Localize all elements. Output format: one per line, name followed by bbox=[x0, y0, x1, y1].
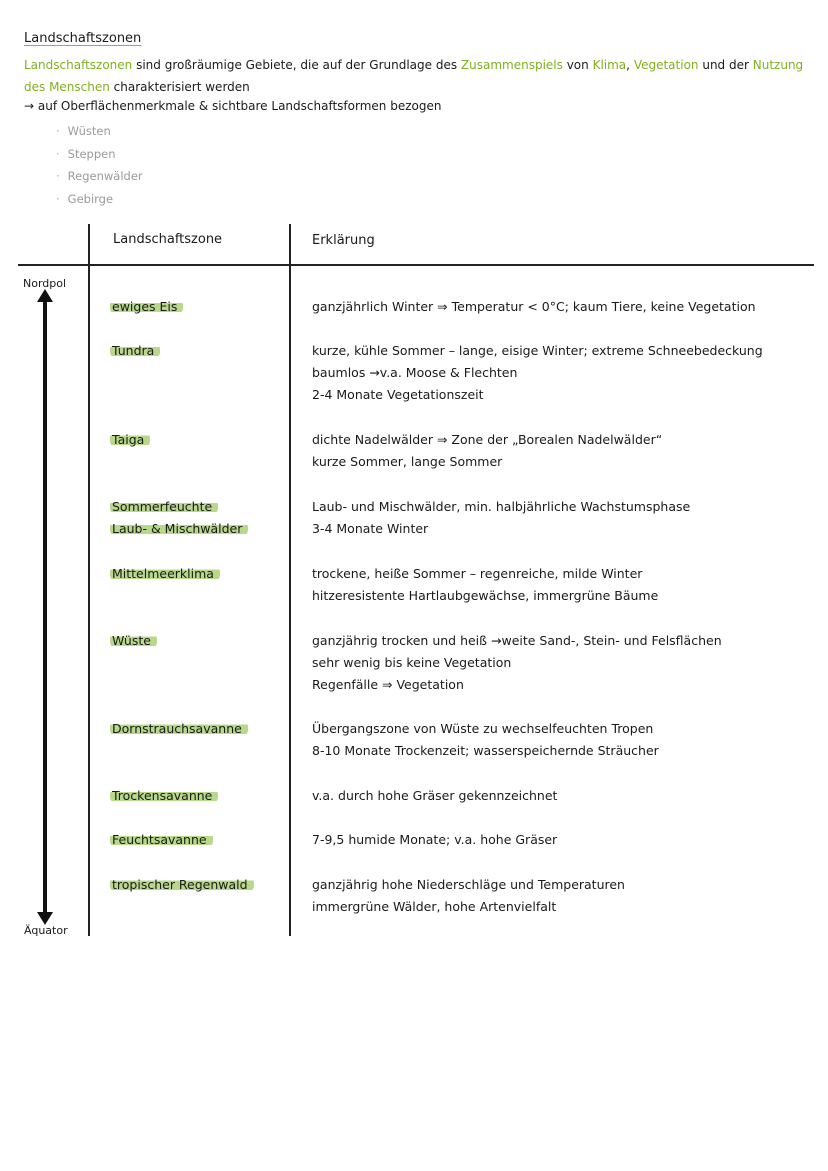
keyword-landschaftszonen: Landschaftszonen bbox=[24, 58, 133, 72]
intro-text-1: sind großräumige Gebiete, die auf der Grundlage des bbox=[132, 58, 461, 72]
label-nordpol: Nordpol bbox=[23, 277, 67, 290]
intro-text-4: und der bbox=[698, 58, 753, 72]
zone-explanation: 7-9,5 humide Monate; v.a. hohe Gräser bbox=[312, 832, 558, 847]
page-title: Landschaftszonen bbox=[24, 31, 142, 46]
arrow-note: → auf Oberflächenmerkmale & sichtbare Landschaftsformen bezogen bbox=[24, 99, 442, 113]
zone-label: Taiga bbox=[110, 429, 150, 451]
zone-explanation: dichte Nadelwälder ⇒ Zone der „Borealen Nadelwälder“ kurze Sommer, lange Sommer bbox=[312, 432, 663, 469]
zone-label: Trockensavanne bbox=[110, 785, 218, 807]
zone-label: Wüste bbox=[110, 630, 157, 652]
example-item: · Wüsten bbox=[56, 120, 143, 143]
zone-explanation: Übergangszone von Wüste zu wechselfeuchten Tropen 8-10 Monate Trockenzeit; wasserspeichernde Sträucher bbox=[312, 721, 659, 758]
table-header-rule bbox=[18, 264, 814, 266]
zone-explanation: ganzjährig trocken und heiß →weite Sand-, Stein- und Felsflächen sehr wenig bis keine Vegetation Regenfälle ⇒ Vegetation bbox=[312, 633, 722, 692]
intro-paragraph bbox=[24, 54, 824, 98]
intro-text-5: charakterisiert werden bbox=[109, 80, 250, 94]
zone-label: Dornstrauchsavanne bbox=[110, 718, 248, 740]
zone-explanation: kurze, kühle Sommer – lange, eisige Winter; extreme Schneebedeckung baumlos →v.a. Moose & Flechten 2-4 Monate Vegetationszeit bbox=[312, 343, 763, 402]
keyword-vegetation: Vegetation bbox=[633, 58, 699, 72]
zone-label: ewiges Eis bbox=[110, 296, 183, 318]
table-divider-left bbox=[88, 224, 90, 936]
label-aequator: Äquator bbox=[24, 924, 68, 937]
header-landschaftszone: Landschaftszone bbox=[113, 232, 223, 247]
keyword-nutzung: Nutzung des Menschen bbox=[24, 58, 804, 94]
zone-explanation: ganzjährlich Winter ⇒ Temperatur < 0°C; kaum Tiere, keine Vegetation bbox=[312, 299, 756, 314]
latitude-axis bbox=[43, 300, 47, 912]
zone-label: Feuchtsavanne bbox=[110, 829, 213, 851]
zone-explanation: trockene, heiße Sommer – regenreiche, milde Winter hitzeresistente Hartlaubgewächse, immergrüne Bäume bbox=[312, 566, 659, 603]
example-list bbox=[56, 120, 143, 210]
keyword-zusammenspiels: Zusammenspiels bbox=[460, 58, 563, 72]
example-item: · Gebirge bbox=[56, 188, 143, 211]
zone-label: Tundra bbox=[110, 340, 160, 362]
zone-explanation: v.a. durch hohe Gräser gekennzeichnet bbox=[312, 788, 558, 803]
zone-label: Mittelmeerklima bbox=[110, 563, 220, 585]
header-erklaerung: Erklärung bbox=[312, 233, 375, 248]
example-item: · Steppen bbox=[56, 143, 143, 166]
zone-label: Sommerfeuchte Laub- & Mischwälder bbox=[110, 496, 248, 540]
zone-explanation: ganzjährig hohe Niederschläge und Temperaturen immergrüne Wälder, hohe Artenvielfalt bbox=[312, 877, 625, 914]
intro-text-3: , bbox=[626, 58, 634, 72]
zone-label: tropischer Regenwald bbox=[110, 874, 254, 896]
zone-explanation: Laub- und Mischwälder, min. halbjährliche Wachstumsphase 3-4 Monate Winter bbox=[312, 499, 691, 536]
table-divider-middle bbox=[289, 224, 291, 936]
intro-text-2: von bbox=[562, 58, 593, 72]
keyword-klima: Klima bbox=[592, 58, 627, 72]
example-item: · Regenwälder bbox=[56, 165, 143, 188]
